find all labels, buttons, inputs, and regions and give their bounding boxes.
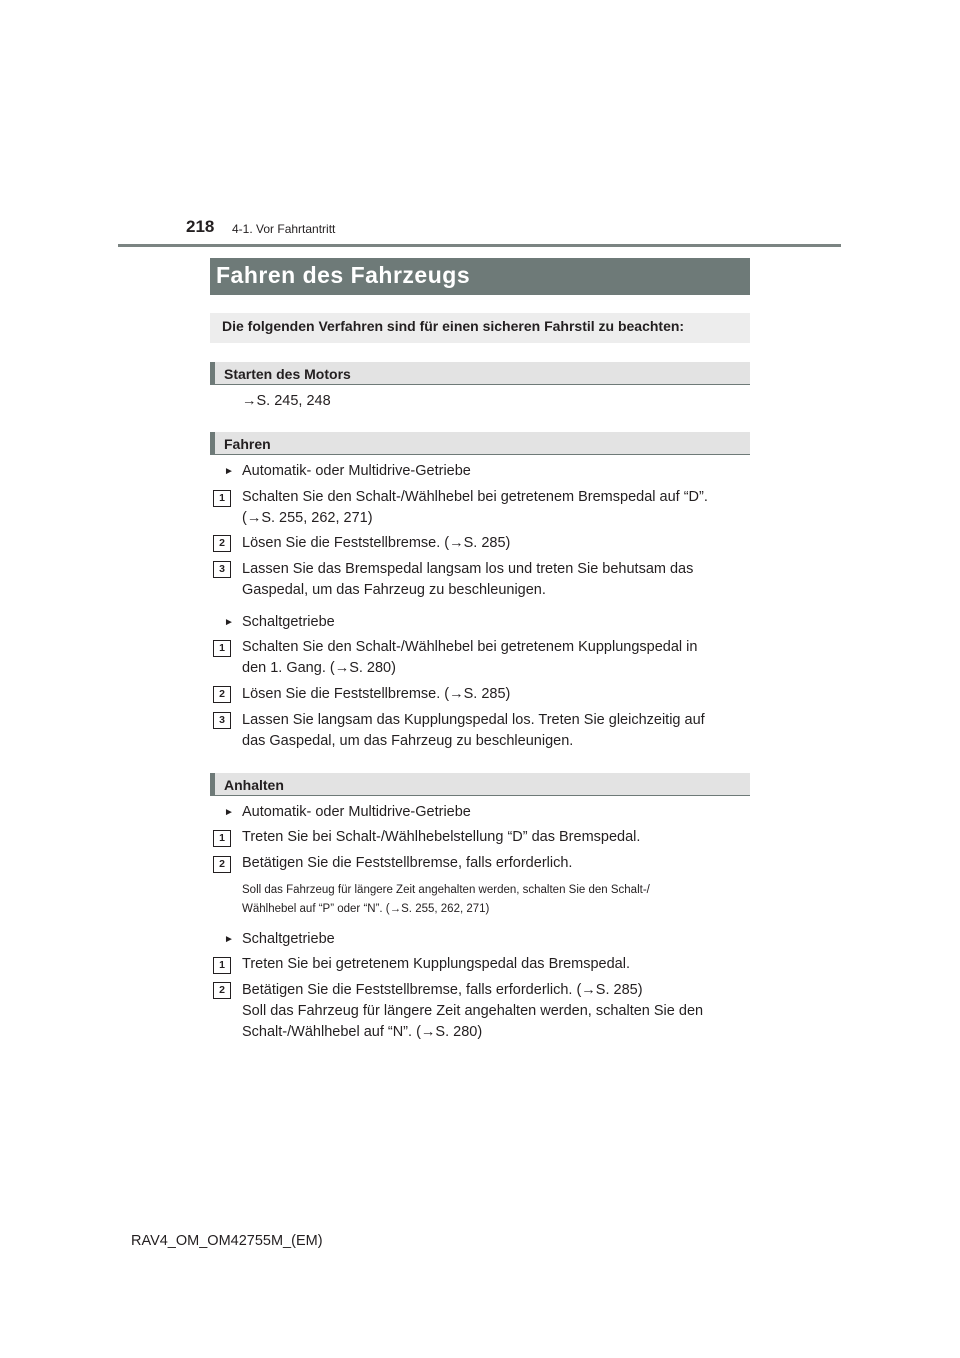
note-text: Wählhebel auf “P” oder “N”. (→S. 255, 262, 271) xyxy=(242,903,490,915)
step-text: Betätigen Sie die Feststellbremse, falls erforderlich. xyxy=(242,855,573,871)
step-text: Lassen Sie das Bremspedal langsam los und treten Sie behutsam das xyxy=(242,561,694,577)
step-text: Lösen Sie die Feststellbremse. (→S. 285) xyxy=(242,686,511,702)
step-text: Treten Sie bei getretenem Kupplungspedal das Bremspedal. xyxy=(242,956,630,972)
step-text: Lassen Sie langsam das Kupplungspedal los. Treten Sie gleichzeitig auf xyxy=(242,712,705,728)
subheading-bar-fahren xyxy=(210,432,750,455)
subheading-anhalten: Anhalten xyxy=(224,777,284,793)
step-number: 2 xyxy=(213,535,231,552)
intro-text: Die folgenden Verfahren sind für einen sicheren Fahrstil zu beachten: xyxy=(222,318,685,334)
anhalten-schalt-label: Schaltgetriebe xyxy=(242,931,335,947)
subheading-starten: Starten des Motors xyxy=(224,366,351,382)
step-number: 3 xyxy=(213,712,231,729)
page-title: Fahren des Fahrzeugs xyxy=(216,262,471,288)
step-text: Treten Sie bei Schalt-/Wählhebelstellung “D” das Bremspedal. xyxy=(242,829,641,845)
step-text: Schalten Sie den Schalt-/Wählhebel bei getretenem Bremspedal auf “D”. xyxy=(242,489,708,505)
step-text: (→S. 255, 262, 271) xyxy=(242,510,373,526)
step-text: das Gaspedal, um das Fahrzeug zu beschleunigen. xyxy=(242,733,574,749)
subheading-bar-anhalten xyxy=(210,773,750,796)
header-divider xyxy=(118,244,841,247)
step-text: Lösen Sie die Feststellbremse. (→S. 285) xyxy=(242,535,511,551)
step-number: 1 xyxy=(213,490,231,507)
step-text: Gaspedal, um das Fahrzeug zu beschleunigen. xyxy=(242,582,546,598)
step-number: 3 xyxy=(213,561,231,578)
step-number: 1 xyxy=(213,830,231,847)
step-number: 2 xyxy=(213,982,231,999)
triangle-bullet-icon: ► xyxy=(224,934,234,945)
page-number: 218 xyxy=(186,217,215,236)
note-text: Soll das Fahrzeug für längere Zeit angehalten werden, schalten Sie den Schalt-/ xyxy=(242,884,650,896)
subheading-fahren: Fahren xyxy=(224,436,271,452)
step-text: Schalten Sie den Schalt-/Wählhebel bei getretenem Kupplungspedal in xyxy=(242,639,698,655)
step-number: 2 xyxy=(213,856,231,873)
section-label: 4-1. Vor Fahrtantritt xyxy=(232,222,336,236)
document-code: RAV4_OM_OM42755M_(EM) xyxy=(131,1233,323,1249)
fahren-schalt-label: Schaltgetriebe xyxy=(242,614,335,630)
step-text: Schalt-/Wählhebel auf “N”. (→S. 280) xyxy=(242,1024,483,1040)
step-number: 1 xyxy=(213,957,231,974)
starten-reference: →S. 245, 248 xyxy=(242,393,331,409)
anhalten-automatik-label: Automatik- oder Multidrive-Getriebe xyxy=(242,804,471,820)
fahren-automatik-label: Automatik- oder Multidrive-Getriebe xyxy=(242,463,471,479)
step-text: den 1. Gang. (→S. 280) xyxy=(242,660,396,676)
triangle-bullet-icon: ► xyxy=(224,617,234,628)
step-number: 1 xyxy=(213,640,231,657)
step-text: Betätigen Sie die Feststellbremse, falls erforderlich. (→S. 285) xyxy=(242,982,643,998)
step-text: Soll das Fahrzeug für längere Zeit angehalten werden, schalten Sie den xyxy=(242,1003,704,1019)
triangle-bullet-icon: ► xyxy=(224,466,234,477)
step-number: 2 xyxy=(213,686,231,703)
triangle-bullet-icon: ► xyxy=(224,807,234,818)
